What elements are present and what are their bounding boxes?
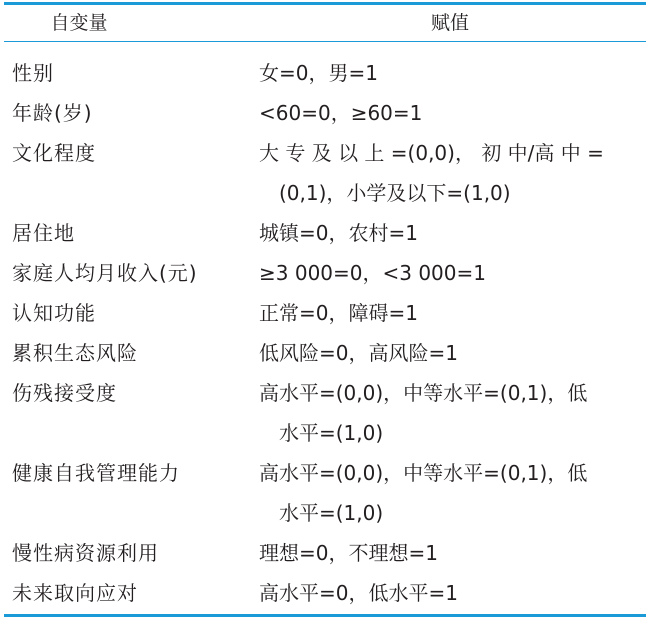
table-row bbox=[4, 41, 646, 93]
variable-cell: 健康自我管理能力 bbox=[12, 461, 180, 485]
value-line: 高水平=(0,0)，中等水平=(0,1)，低 bbox=[259, 381, 588, 405]
value-continuation-line: 水平=(1,0) bbox=[279, 501, 384, 525]
value-continuation-line: (0,1)，小学及以下=(1,0) bbox=[279, 181, 511, 205]
variable-assignment-table bbox=[4, 5, 646, 613]
value-cell bbox=[254, 373, 646, 453]
table-row bbox=[4, 133, 646, 213]
table-row bbox=[4, 453, 646, 533]
variable-cell: 累积生态风险 bbox=[12, 341, 138, 365]
header-variable: 自变量 bbox=[50, 12, 108, 34]
value-line: ≥3 000=0，<3 000=1 bbox=[259, 261, 486, 285]
value-cell bbox=[254, 293, 646, 333]
value-line: 高水平=0，低水平=1 bbox=[259, 581, 458, 605]
table-row bbox=[4, 253, 646, 293]
value-cell bbox=[254, 213, 646, 253]
variable-cell: 文化程度 bbox=[12, 141, 96, 165]
variable-cell: 居住地 bbox=[12, 221, 75, 245]
table-bottom-rule bbox=[4, 614, 646, 617]
value-line: 大 专 及 以 上 =(0,0)， 初 中/高 中 = bbox=[259, 141, 604, 165]
variable-cell: 认知功能 bbox=[12, 301, 96, 325]
value-line: 高水平=(0,0)，中等水平=(0,1)，低 bbox=[259, 461, 588, 485]
value-line: 低风险=0，高风险=1 bbox=[259, 341, 458, 365]
table-row bbox=[4, 533, 646, 573]
value-cell bbox=[254, 333, 646, 373]
value-cell bbox=[254, 533, 646, 573]
variable-cell: 年龄(岁) bbox=[12, 101, 93, 125]
variable-cell: 家庭人均月收入(元) bbox=[12, 261, 198, 285]
variable-cell: 性别 bbox=[12, 61, 54, 85]
value-continuation-line: 水平=(1,0) bbox=[279, 421, 384, 445]
table-row bbox=[4, 333, 646, 373]
value-cell bbox=[254, 453, 646, 533]
variable-cell: 未来取向应对 bbox=[12, 581, 138, 605]
value-cell bbox=[254, 41, 646, 93]
table-row bbox=[4, 373, 646, 453]
variable-cell: 伤残接受度 bbox=[12, 381, 117, 405]
table-row bbox=[4, 213, 646, 253]
value-cell bbox=[254, 573, 646, 613]
variable-cell: 慢性病资源利用 bbox=[12, 541, 159, 565]
value-cell bbox=[254, 133, 646, 213]
value-line: 正常=0，障碍=1 bbox=[259, 301, 418, 325]
value-line: 城镇=0，农村=1 bbox=[259, 221, 418, 245]
value-cell bbox=[254, 93, 646, 133]
table-row bbox=[4, 573, 646, 613]
value-cell bbox=[254, 253, 646, 293]
header-value: 赋值 bbox=[430, 12, 469, 34]
table-row bbox=[4, 293, 646, 333]
table-row bbox=[4, 93, 646, 133]
table-header-row bbox=[4, 5, 646, 41]
value-line: <60=0，≥60=1 bbox=[259, 101, 423, 125]
value-line: 理想=0，不理想=1 bbox=[259, 541, 438, 565]
value-line: 女=0，男=1 bbox=[259, 61, 378, 85]
